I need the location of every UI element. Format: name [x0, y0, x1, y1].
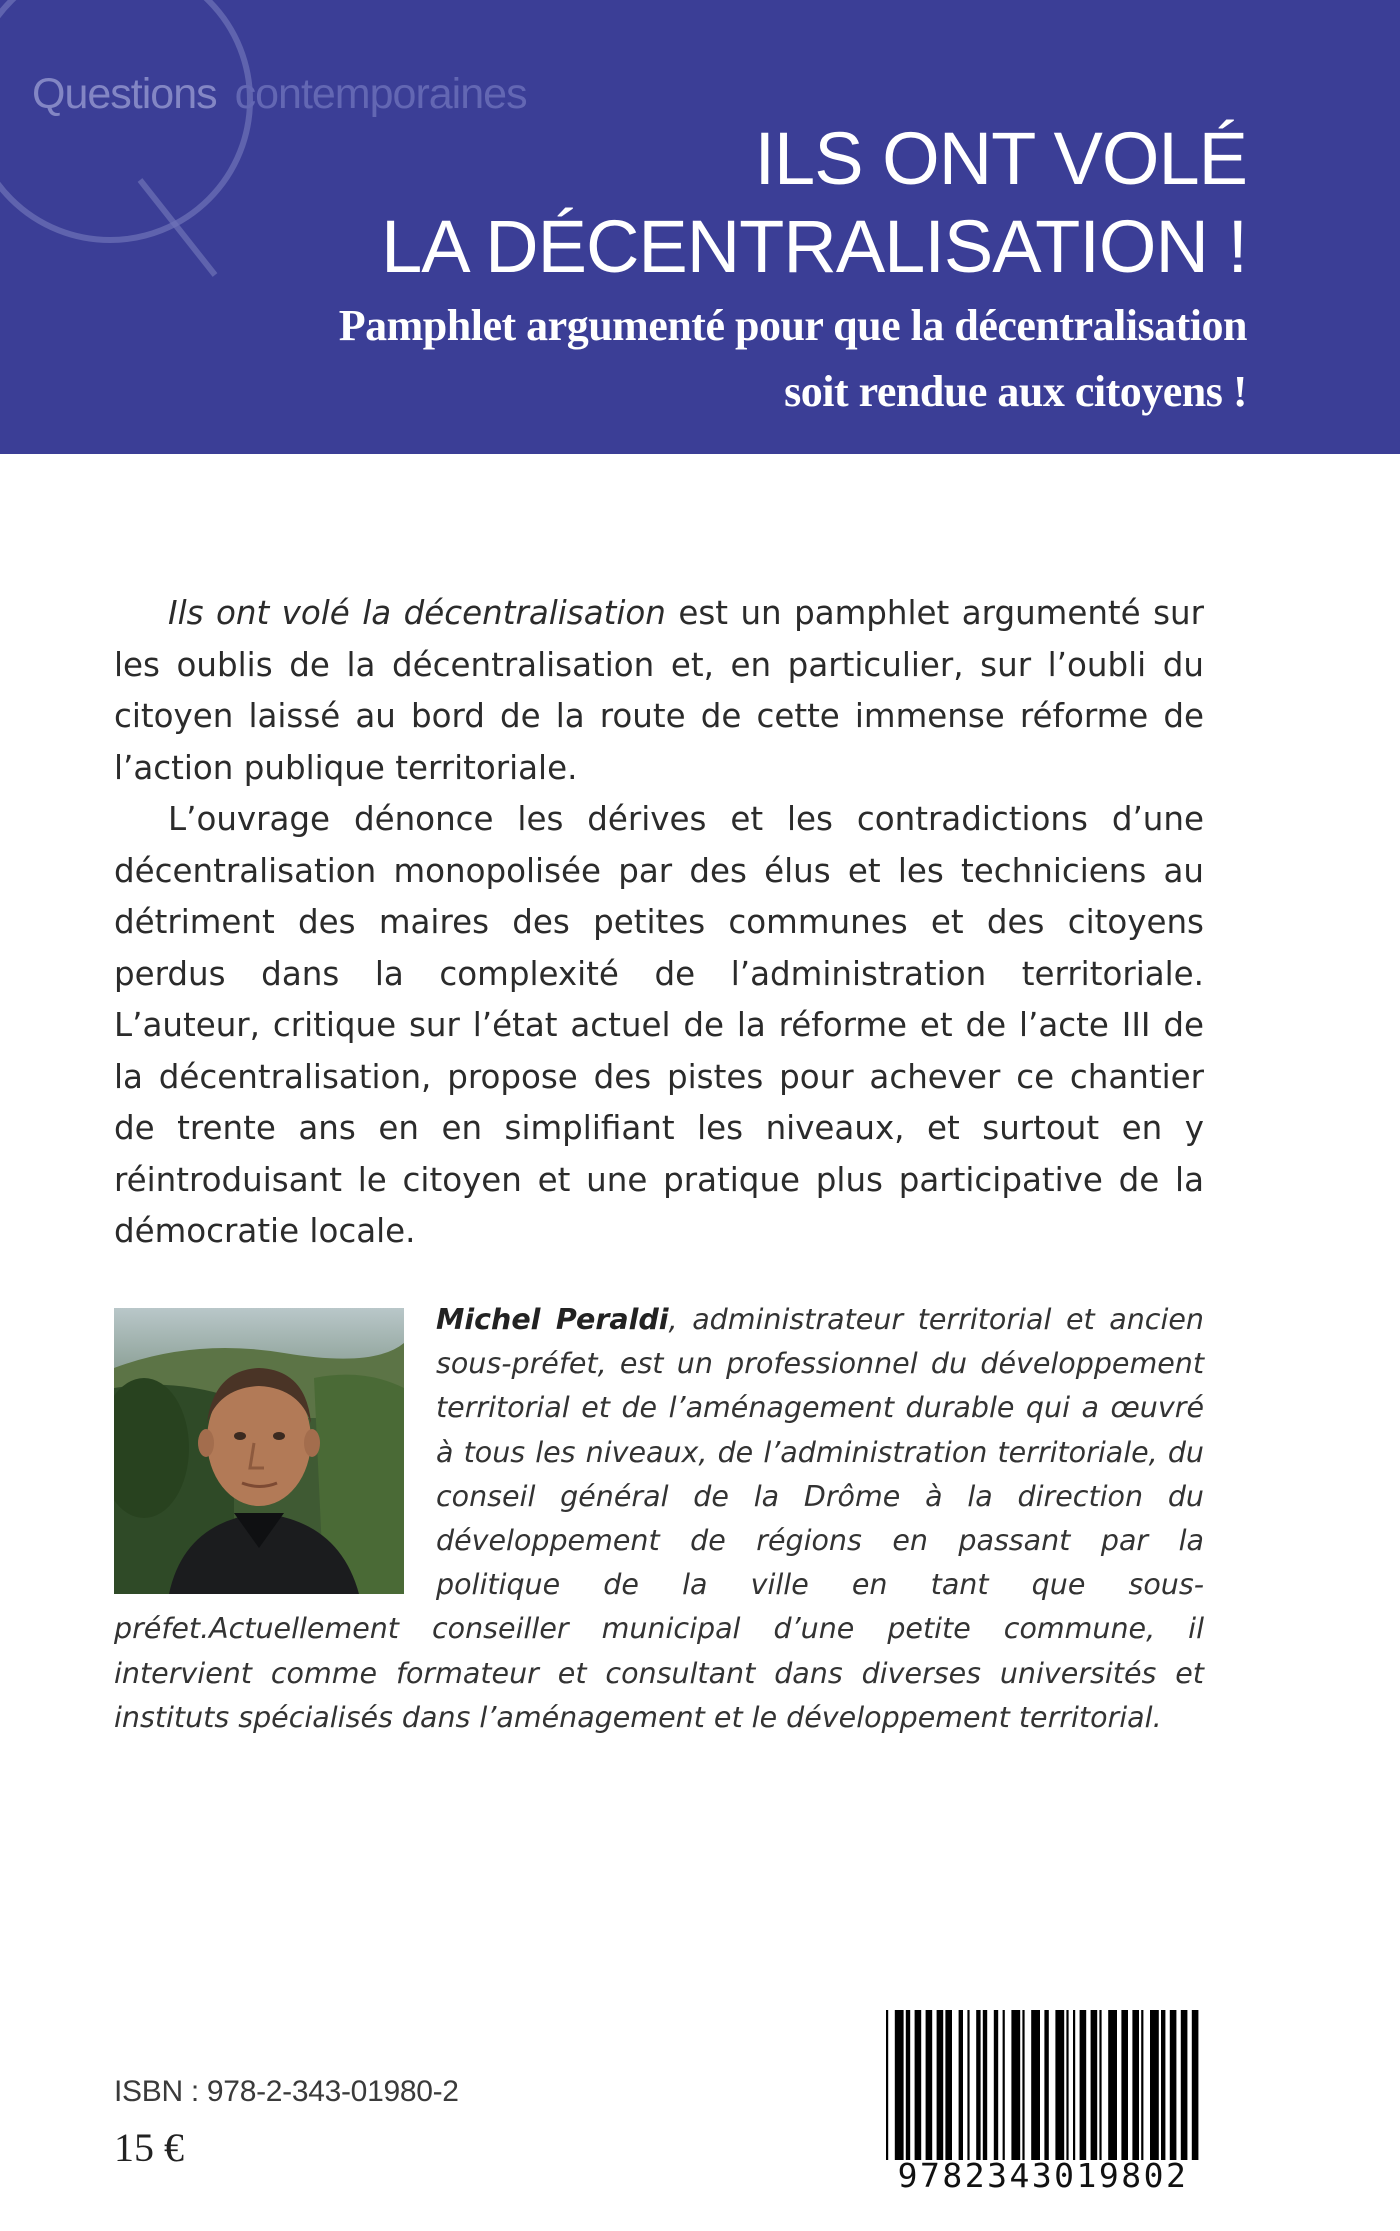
- author-name: Michel Peraldi: [436, 1303, 669, 1336]
- barcode-bar: [1073, 2010, 1075, 2160]
- bio-text: , administrateur territorial et ancien sous-préfet, est un professionnel du développement territorial et de l’aménagement durable qui a œuvré à tous les niveaux, de l’administration territoriale, du conseil général de la Drôme à la direction du développement de régions en passant par la politique de la ville en tant que sous-préfet.Actuellement conseiller municipal d’une petite commune, il intervient comme formateur et consultant dans diverses universités et instituts spécialisés dans l’aménagement et le développement territorial.: [114, 1303, 1204, 1734]
- bio-photo-spacer: [114, 1298, 436, 1598]
- barcode-bar: [1181, 2010, 1188, 2160]
- barcode-bar: [1141, 2010, 1143, 2160]
- summary-book-title: Ils ont volé la décentralisation: [168, 594, 666, 632]
- series-word-2: contemporaines: [234, 70, 527, 118]
- summary-paragraph-2: L’ouvrage dénonce les dérives et les contradictions d’une décentralisation monopolisée par des élus et les techniciens au détriment des maires des petites communes et des citoyens perdus dans la complexité de l’administration territoriale. L’auteur, critique sur l’état actuel de la réforme et de l’acte III de la décentralisation, propose des pistes pour achever ce chantier de trente ans en en simplifiant les niveaux, et surtout en y réintroduisant le citoyen et une pratique plus participative de la démocratie locale.: [114, 800, 1204, 1250]
- isbn: ISBN : 978-2-343-01980-2: [114, 2075, 459, 2108]
- barcode-bar: [886, 2010, 888, 2160]
- barcode-bar: [1011, 2010, 1020, 2160]
- barcode-bar: [1192, 2010, 1199, 2160]
- barcode-bar: [906, 2010, 910, 2160]
- barcode-bar: [1044, 2010, 1048, 2160]
- series-word-1: Questions: [32, 70, 217, 118]
- barcode-bar: [976, 2010, 980, 2160]
- barcode-bar: [1121, 2010, 1128, 2160]
- barcode-bar: [1091, 2010, 1098, 2160]
- title-line-2: LA DÉCENTRALISATION !: [381, 205, 1247, 288]
- book-subtitle: [339, 293, 1247, 425]
- barcode-bar: [1108, 2010, 1117, 2160]
- summary-paragraph-1: [114, 588, 1204, 794]
- title-line-1: ILS ONT VOLÉ: [754, 117, 1247, 200]
- barcode-bar: [1003, 2010, 1005, 2160]
- barcode-bar: [959, 2010, 963, 2160]
- barcode-bar: [1022, 2010, 1024, 2160]
- subtitle-line-2: soit rendue aux citoyens !: [784, 367, 1247, 416]
- author-bio: [114, 1298, 1204, 1740]
- barcode-bar: [1170, 2010, 1177, 2160]
- price: 15 €: [114, 2125, 184, 2170]
- barcode-bar: [1031, 2010, 1040, 2160]
- book-summary: [114, 588, 1204, 1258]
- barcode-bars-icon: [878, 2010, 1208, 2160]
- barcode-bar: [967, 2010, 969, 2160]
- barcode-bar: [915, 2010, 922, 2160]
- barcode-bar: [994, 2010, 998, 2160]
- series-q-logo-icon: [0, 0, 260, 290]
- barcode-bar: [983, 2010, 987, 2160]
- barcode-bar: [937, 2010, 944, 2160]
- barcode-bar: [926, 2010, 933, 2160]
- barcode-bar: [1099, 2010, 1101, 2160]
- barcode-bar: [895, 2010, 904, 2160]
- cover-header: [0, 0, 1400, 454]
- barcode-bar: [1150, 2010, 1159, 2160]
- barcode-bar: [1066, 2010, 1068, 2160]
- barcode-number: 9782343019802: [897, 2156, 1189, 2195]
- barcode-bar: [1055, 2010, 1064, 2160]
- barcode-bar: [945, 2010, 952, 2160]
- barcode-bar: [1132, 2010, 1139, 2160]
- barcode-bar: [1080, 2010, 1087, 2160]
- book-title: [381, 115, 1247, 291]
- barcode: [878, 2010, 1208, 2195]
- barcode-bar: [1161, 2010, 1165, 2160]
- subtitle-line-1: Pamphlet argumenté pour que la décentralisation: [338, 301, 1247, 350]
- series-name: [32, 70, 527, 119]
- summary-paragraph-1-text: est un pamphlet argumenté sur les oublis de la décentralisation et, en particulier, sur l’oubli du citoyen laissé au bord de la route de cette immense réforme de l’action publique territoriale.: [114, 594, 1204, 787]
